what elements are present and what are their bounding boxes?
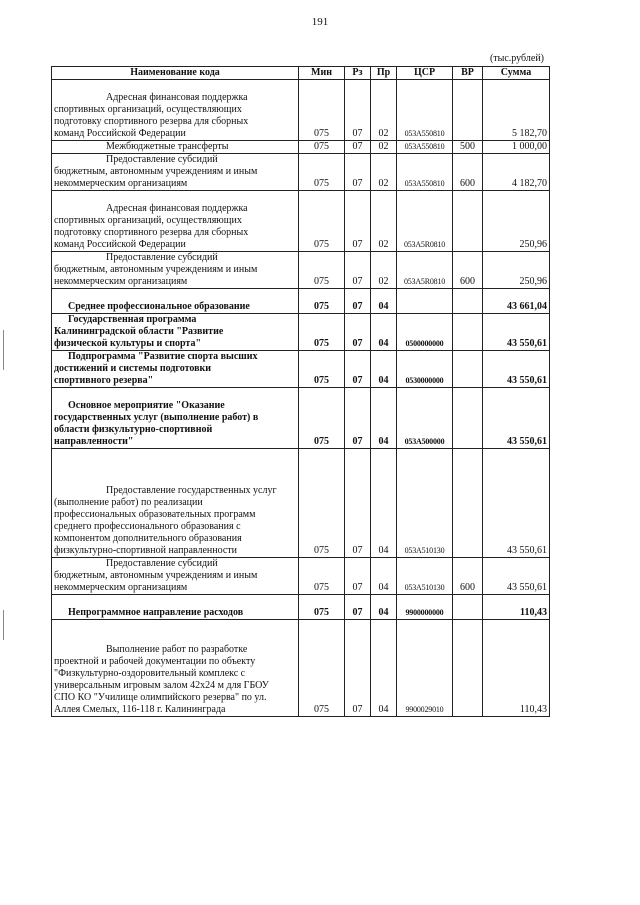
row-name-line: Аллея Смелых, 116-118 г. Калининграда	[54, 704, 226, 715]
row-name	[52, 80, 299, 141]
row-name	[52, 351, 299, 388]
cell-pr: 04	[371, 388, 397, 449]
row-name	[52, 141, 299, 154]
row-name	[52, 289, 299, 314]
row-name-first-line: Адресная финансовая поддержка	[106, 92, 248, 103]
row-name-line: СПО КО "Училище олимпийского резерва" по ул.	[54, 692, 267, 703]
cell-min: 075	[299, 620, 345, 717]
cell-sum: 110,43	[483, 595, 550, 620]
cell-csr: 9900000000	[397, 595, 453, 620]
cell-vr: 600	[453, 252, 483, 289]
cell-sum: 5 182,70	[483, 80, 550, 141]
table-row	[52, 595, 550, 620]
row-name-line	[54, 558, 296, 570]
cell-min: 075	[299, 252, 345, 289]
cell-rz: 07	[345, 154, 371, 191]
cell-vr: 600	[453, 558, 483, 595]
cell-pr: 02	[371, 80, 397, 141]
row-name-line: команд Российской Федерации	[54, 128, 186, 139]
row-name-line	[54, 92, 296, 104]
row-name-line: некоммерческим организациям	[54, 178, 188, 189]
cell-csr: 053A550810	[397, 141, 453, 154]
cell-vr	[453, 620, 483, 717]
column-header-name: Наименование кода	[52, 67, 299, 80]
row-name-line: физической культуры и спорта"	[54, 338, 202, 349]
row-name-line	[54, 314, 296, 326]
row-name	[52, 558, 299, 595]
row-name-line: подготовку спортивного резерва для сборных	[54, 227, 249, 238]
cell-min: 075	[299, 558, 345, 595]
row-name	[52, 154, 299, 191]
cell-sum: 43 550,61	[483, 449, 550, 558]
cell-vr: 600	[453, 154, 483, 191]
row-name-line: подготовку спортивного резерва для сборных	[54, 116, 249, 127]
cell-vr	[453, 191, 483, 252]
row-spacer	[54, 80, 296, 92]
cell-min: 075	[299, 595, 345, 620]
row-name-line: направленности"	[54, 436, 134, 447]
scan-edge-mark	[3, 330, 4, 370]
row-name-line	[54, 252, 296, 264]
cell-min: 075	[299, 289, 345, 314]
table-row	[52, 289, 550, 314]
cell-rz: 07	[345, 252, 371, 289]
row-name-line	[54, 644, 296, 656]
row-name-line: некоммерческим организациям	[54, 276, 188, 287]
table-header-row	[52, 67, 550, 80]
units-label: (тыс.рублей)	[489, 53, 544, 64]
row-name	[52, 388, 299, 449]
cell-min: 075	[299, 141, 345, 154]
cell-pr: 04	[371, 351, 397, 388]
row-name-first-line: Адресная финансовая поддержка	[106, 203, 248, 214]
row-name-line: компонентом дополнительного образования	[54, 533, 242, 544]
cell-rz: 07	[345, 351, 371, 388]
row-spacer	[54, 620, 296, 632]
table-row	[52, 620, 550, 717]
cell-pr: 04	[371, 314, 397, 351]
row-name-first-line: Подпрограмма "Развитие спорта высших	[68, 351, 258, 362]
row-name-first-line: Основное мероприятие "Оказание	[68, 400, 225, 411]
cell-rz: 07	[345, 80, 371, 141]
cell-csr: 053A500000	[397, 388, 453, 449]
cell-pr: 04	[371, 595, 397, 620]
cell-vr	[453, 351, 483, 388]
row-name-line: среднего профессионального образования с	[54, 521, 241, 532]
row-name	[52, 252, 299, 289]
row-name-line: "Физкультурно-оздоровительный комплекс с	[54, 668, 246, 679]
row-name	[52, 595, 299, 620]
cell-sum: 43 550,61	[483, 388, 550, 449]
cell-pr: 04	[371, 449, 397, 558]
cell-csr: 053A5R0810	[397, 252, 453, 289]
row-name	[52, 449, 299, 558]
cell-sum: 43 550,61	[483, 314, 550, 351]
row-name-line: спортивных организаций, осуществляющих	[54, 104, 242, 115]
cell-csr: 053A510130	[397, 449, 453, 558]
row-spacer	[54, 632, 296, 644]
row-name-first-line: Предоставление государственных услуг	[106, 485, 277, 496]
row-name-first-line: Межбюджетные трансферты	[106, 141, 229, 152]
row-spacer	[54, 191, 296, 203]
cell-min: 075	[299, 191, 345, 252]
row-name	[52, 620, 299, 717]
cell-vr	[453, 314, 483, 351]
row-name-line: бюджетным, автономным учреждениям и иным	[54, 570, 258, 581]
row-name-line: спортивного резерва"	[54, 375, 154, 386]
row-spacer	[54, 595, 296, 607]
cell-min: 075	[299, 80, 345, 141]
cell-csr: 053A5R0810	[397, 191, 453, 252]
row-name-line: достижений и системы подготовки	[54, 363, 212, 374]
row-name-first-line: Предоставление субсидий	[106, 558, 218, 569]
row-name-line: спортивных организаций, осуществляющих	[54, 215, 242, 226]
cell-sum: 250,96	[483, 252, 550, 289]
row-name-first-line: Государственная программа	[68, 314, 197, 325]
cell-pr: 02	[371, 141, 397, 154]
table-row	[52, 351, 550, 388]
cell-sum: 43 550,61	[483, 351, 550, 388]
column-header-rz: Рз	[345, 67, 371, 80]
cell-rz: 07	[345, 620, 371, 717]
row-name-line: некоммерческим организациям	[54, 582, 188, 593]
row-name-line: области физкультурно-спортивной	[54, 424, 213, 435]
cell-sum: 250,96	[483, 191, 550, 252]
cell-vr	[453, 449, 483, 558]
column-header-vr: ВР	[453, 67, 483, 80]
table-body	[52, 80, 550, 717]
table-row	[52, 558, 550, 595]
column-header-pr: Пр	[371, 67, 397, 80]
row-name-first-line: Выполнение работ по разработке	[106, 644, 248, 655]
row-name-line: государственных услуг (выполнение работ) в	[54, 412, 259, 423]
row-name-line	[54, 351, 296, 363]
row-name-line: (выполнение работ) по реализации	[54, 497, 203, 508]
column-header-sum: Сумма	[483, 67, 550, 80]
row-spacer	[54, 473, 296, 485]
row-name-line	[54, 301, 296, 313]
row-name-line: профессиональных образовательных программ	[54, 509, 256, 520]
cell-rz: 07	[345, 289, 371, 314]
row-spacer	[54, 289, 296, 301]
cell-min: 075	[299, 351, 345, 388]
row-name-line: бюджетным, автономным учреждениям и иным	[54, 264, 258, 275]
row-name-first-line: Среднее профессиональное образование	[68, 301, 250, 312]
page-number: 191	[311, 16, 329, 28]
cell-sum: 1 000,00	[483, 141, 550, 154]
table-row	[52, 154, 550, 191]
row-name-line: Калининградской области "Развитие	[54, 326, 224, 337]
row-name-first-line: Предоставление субсидий	[106, 252, 218, 263]
cell-pr: 04	[371, 620, 397, 717]
cell-vr	[453, 595, 483, 620]
column-header-csr: ЦСР	[397, 67, 453, 80]
cell-pr: 04	[371, 558, 397, 595]
cell-min: 075	[299, 314, 345, 351]
row-name-line: физкультурно-спортивной направленности	[54, 545, 238, 556]
cell-rz: 07	[345, 191, 371, 252]
budget-table	[51, 66, 550, 717]
table-row	[52, 388, 550, 449]
table-row	[52, 141, 550, 154]
table-row	[52, 80, 550, 141]
cell-rz: 07	[345, 449, 371, 558]
cell-csr: 053A510130	[397, 558, 453, 595]
table-row	[52, 252, 550, 289]
table-row	[52, 449, 550, 558]
cell-sum: 43 550,61	[483, 558, 550, 595]
cell-vr	[453, 289, 483, 314]
row-spacer	[54, 388, 296, 400]
scan-edge-mark	[3, 610, 4, 640]
row-spacer	[54, 461, 296, 473]
column-header-min: Мин	[299, 67, 345, 80]
cell-csr: 053A550810	[397, 80, 453, 141]
cell-rz: 07	[345, 595, 371, 620]
row-name-line	[54, 400, 296, 412]
row-spacer	[54, 449, 296, 461]
row-name-first-line: Предоставление субсидий	[106, 154, 218, 165]
cell-csr	[397, 289, 453, 314]
cell-vr	[453, 80, 483, 141]
row-name-line: команд Российской Федерации	[54, 239, 186, 250]
row-name	[52, 191, 299, 252]
cell-min: 075	[299, 449, 345, 558]
cell-rz: 07	[345, 314, 371, 351]
table-row	[52, 191, 550, 252]
cell-csr: 0500000000	[397, 314, 453, 351]
row-name-line	[54, 203, 296, 215]
cell-pr: 02	[371, 154, 397, 191]
row-name-line: универсальным игровым залом 42х24 м для ГБОУ	[54, 680, 269, 691]
cell-vr	[453, 388, 483, 449]
cell-pr: 04	[371, 289, 397, 314]
cell-sum: 4 182,70	[483, 154, 550, 191]
cell-csr: 053A550810	[397, 154, 453, 191]
cell-pr: 02	[371, 252, 397, 289]
cell-csr: 9900029010	[397, 620, 453, 717]
table-row	[52, 314, 550, 351]
row-name-line	[54, 607, 296, 619]
cell-rz: 07	[345, 558, 371, 595]
cell-csr: 0530000000	[397, 351, 453, 388]
cell-pr: 02	[371, 191, 397, 252]
row-name-first-line: Непрограммное направление расходов	[68, 607, 244, 618]
row-name-line: проектной и рабочей документации по объекту	[54, 656, 256, 667]
cell-min: 075	[299, 154, 345, 191]
row-name-line	[54, 141, 296, 153]
cell-sum: 43 661,04	[483, 289, 550, 314]
row-name-line	[54, 154, 296, 166]
cell-vr: 500	[453, 141, 483, 154]
cell-min: 075	[299, 388, 345, 449]
cell-sum: 110,43	[483, 620, 550, 717]
row-name-line	[54, 485, 296, 497]
cell-rz: 07	[345, 388, 371, 449]
row-name-line: бюджетным, автономным учреждениям и иным	[54, 166, 258, 177]
cell-rz: 07	[345, 141, 371, 154]
row-name	[52, 314, 299, 351]
